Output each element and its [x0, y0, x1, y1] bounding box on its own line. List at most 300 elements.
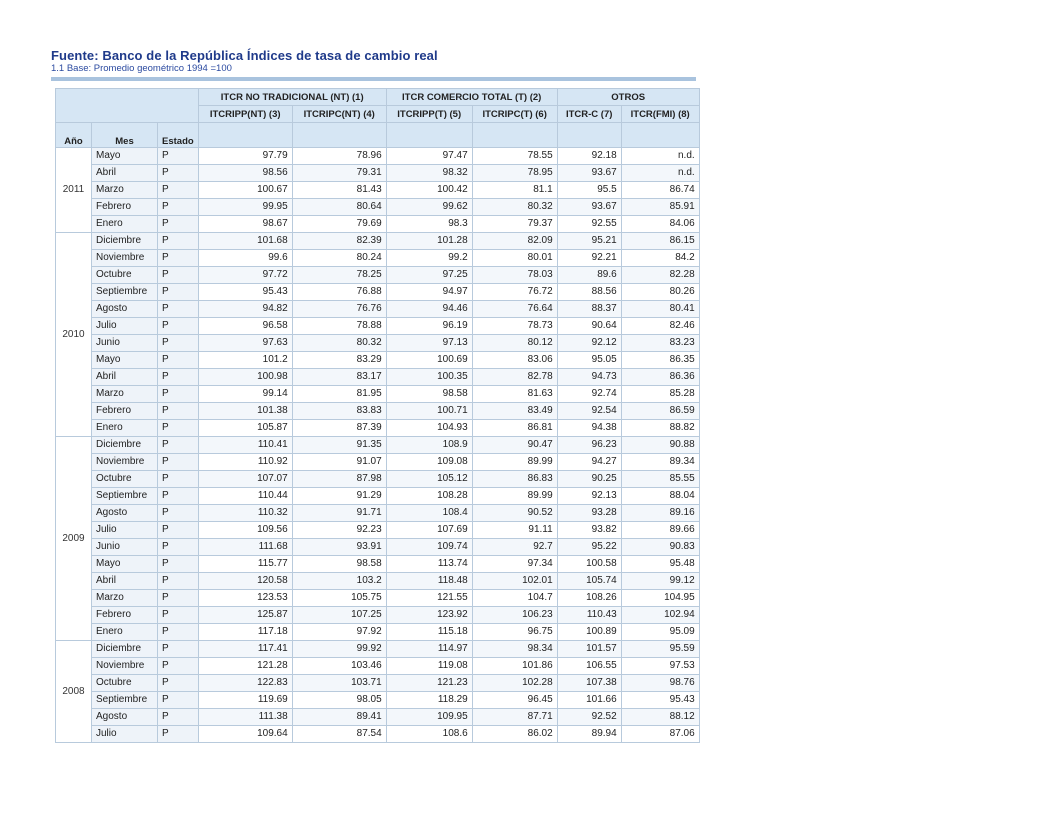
report-header	[51, 48, 696, 81]
month-cell: Abril	[92, 573, 158, 590]
value-cell: 98.05	[292, 692, 386, 709]
status-cell: P	[158, 165, 199, 182]
value-cell: 85.91	[621, 199, 699, 216]
month-cell: Agosto	[92, 505, 158, 522]
month-cell: Julio	[92, 318, 158, 335]
column-header: ITCR-C (7)	[557, 106, 621, 123]
value-cell: 110.92	[198, 454, 292, 471]
value-cell: 108.26	[557, 590, 621, 607]
value-cell: 87.54	[292, 726, 386, 743]
value-cell: 99.12	[621, 573, 699, 590]
status-cell: P	[158, 284, 199, 301]
month-cell: Septiembre	[92, 488, 158, 505]
value-cell: 98.58	[292, 556, 386, 573]
value-cell: 101.66	[557, 692, 621, 709]
value-cell: 78.95	[472, 165, 557, 182]
value-cell: 100.67	[198, 182, 292, 199]
value-cell: 86.74	[621, 182, 699, 199]
value-cell: 80.32	[292, 335, 386, 352]
month-cell: Enero	[92, 216, 158, 233]
value-cell: 109.64	[198, 726, 292, 743]
table-row	[56, 675, 700, 692]
value-cell: 93.91	[292, 539, 386, 556]
status-cell: P	[158, 471, 199, 488]
month-cell: Marzo	[92, 182, 158, 199]
status-cell: P	[158, 301, 199, 318]
value-cell: 109.08	[386, 454, 472, 471]
value-cell: 111.38	[198, 709, 292, 726]
value-cell: 99.95	[198, 199, 292, 216]
value-cell: 91.11	[472, 522, 557, 539]
table-row	[56, 607, 700, 624]
status-cell: P	[158, 709, 199, 726]
table-row	[56, 658, 700, 675]
year-column-header: Año	[56, 123, 92, 148]
value-cell: 125.87	[198, 607, 292, 624]
table-row	[56, 318, 700, 335]
month-cell: Enero	[92, 624, 158, 641]
status-cell: P	[158, 607, 199, 624]
month-cell: Septiembre	[92, 692, 158, 709]
value-cell: 100.71	[386, 403, 472, 420]
value-cell: 82.39	[292, 233, 386, 250]
value-cell: 83.49	[472, 403, 557, 420]
value-cell: 80.41	[621, 301, 699, 318]
header-spacer	[198, 123, 292, 148]
value-cell: 94.27	[557, 454, 621, 471]
value-cell: 86.35	[621, 352, 699, 369]
value-cell: 82.78	[472, 369, 557, 386]
value-cell: 119.08	[386, 658, 472, 675]
value-cell: 91.07	[292, 454, 386, 471]
table-row	[56, 573, 700, 590]
value-cell: 76.76	[292, 301, 386, 318]
header-spacer	[386, 123, 472, 148]
value-cell: 78.73	[472, 318, 557, 335]
header-spacer	[557, 123, 621, 148]
value-cell: 97.63	[198, 335, 292, 352]
value-cell: 108.28	[386, 488, 472, 505]
status-cell: P	[158, 488, 199, 505]
value-cell: 97.53	[621, 658, 699, 675]
table-row	[56, 488, 700, 505]
month-cell: Octubre	[92, 471, 158, 488]
month-cell: Enero	[92, 420, 158, 437]
value-cell: 103.46	[292, 658, 386, 675]
status-cell: P	[158, 505, 199, 522]
value-cell: 98.67	[198, 216, 292, 233]
value-cell: 100.69	[386, 352, 472, 369]
value-cell: 109.74	[386, 539, 472, 556]
value-cell: 81.43	[292, 182, 386, 199]
month-cell: Octubre	[92, 675, 158, 692]
year-cell: 2009	[56, 437, 92, 641]
value-cell: 92.13	[557, 488, 621, 505]
table-row	[56, 454, 700, 471]
value-cell: 100.42	[386, 182, 472, 199]
value-cell: 88.12	[621, 709, 699, 726]
status-cell: P	[158, 454, 199, 471]
status-cell: P	[158, 420, 199, 437]
value-cell: 81.1	[472, 182, 557, 199]
value-cell: 88.37	[557, 301, 621, 318]
value-cell: 89.16	[621, 505, 699, 522]
value-cell: 92.55	[557, 216, 621, 233]
year-cell: 2011	[56, 148, 92, 233]
value-cell: 109.56	[198, 522, 292, 539]
table-row	[56, 505, 700, 522]
status-cell: P	[158, 233, 199, 250]
value-cell: 80.64	[292, 199, 386, 216]
value-cell: 106.23	[472, 607, 557, 624]
value-cell: 89.34	[621, 454, 699, 471]
table-row	[56, 522, 700, 539]
value-cell: 85.28	[621, 386, 699, 403]
value-cell: 83.23	[621, 335, 699, 352]
month-cell: Noviembre	[92, 250, 158, 267]
value-cell: 78.55	[472, 148, 557, 165]
value-cell: 91.71	[292, 505, 386, 522]
value-cell: 80.01	[472, 250, 557, 267]
value-cell: 96.19	[386, 318, 472, 335]
column-header: ITCRIPP(NT) (3)	[198, 106, 292, 123]
month-cell: Diciembre	[92, 641, 158, 658]
value-cell: 104.95	[621, 590, 699, 607]
value-cell: n.d.	[621, 148, 699, 165]
page-title: Fuente: Banco de la República Índices de tasa de cambio real	[51, 48, 438, 63]
value-cell: 99.62	[386, 199, 472, 216]
value-cell: 120.58	[198, 573, 292, 590]
value-cell: 79.69	[292, 216, 386, 233]
value-cell: 105.87	[198, 420, 292, 437]
table-row	[56, 233, 700, 250]
value-cell: 86.15	[621, 233, 699, 250]
value-cell: 118.29	[386, 692, 472, 709]
value-cell: 78.03	[472, 267, 557, 284]
month-cell: Diciembre	[92, 437, 158, 454]
month-cell: Agosto	[92, 301, 158, 318]
value-cell: 95.05	[557, 352, 621, 369]
value-cell: 101.57	[557, 641, 621, 658]
value-cell: 111.68	[198, 539, 292, 556]
status-cell: P	[158, 539, 199, 556]
month-cell: Mayo	[92, 556, 158, 573]
value-cell: 121.23	[386, 675, 472, 692]
value-cell: 79.31	[292, 165, 386, 182]
value-cell: 87.98	[292, 471, 386, 488]
value-cell: 92.54	[557, 403, 621, 420]
value-cell: 99.6	[198, 250, 292, 267]
value-cell: 102.01	[472, 573, 557, 590]
value-cell: 86.83	[472, 471, 557, 488]
month-cell: Octubre	[92, 267, 158, 284]
month-cell: Febrero	[92, 403, 158, 420]
value-cell: 90.83	[621, 539, 699, 556]
value-cell: 81.63	[472, 386, 557, 403]
value-cell: 97.13	[386, 335, 472, 352]
value-cell: 98.58	[386, 386, 472, 403]
value-cell: 87.06	[621, 726, 699, 743]
value-cell: 87.39	[292, 420, 386, 437]
value-cell: 101.68	[198, 233, 292, 250]
status-cell: P	[158, 267, 199, 284]
status-cell: P	[158, 403, 199, 420]
value-cell: 103.71	[292, 675, 386, 692]
value-cell: 92.7	[472, 539, 557, 556]
value-cell: 98.76	[621, 675, 699, 692]
table-row	[56, 709, 700, 726]
value-cell: 78.25	[292, 267, 386, 284]
value-cell: 76.88	[292, 284, 386, 301]
value-cell: 101.38	[198, 403, 292, 420]
value-cell: 95.59	[621, 641, 699, 658]
value-cell: 82.28	[621, 267, 699, 284]
year-cell: 2008	[56, 641, 92, 743]
value-cell: 98.3	[386, 216, 472, 233]
value-cell: 88.82	[621, 420, 699, 437]
month-cell: Julio	[92, 522, 158, 539]
table-row	[56, 726, 700, 743]
month-cell: Marzo	[92, 386, 158, 403]
value-cell: 105.12	[386, 471, 472, 488]
value-cell: 92.18	[557, 148, 621, 165]
table-row	[56, 437, 700, 454]
value-cell: 78.96	[292, 148, 386, 165]
value-cell: 108.9	[386, 437, 472, 454]
value-cell: 107.38	[557, 675, 621, 692]
value-cell: 105.74	[557, 573, 621, 590]
status-cell: P	[158, 148, 199, 165]
value-cell: 99.2	[386, 250, 472, 267]
value-cell: 115.77	[198, 556, 292, 573]
status-cell: P	[158, 624, 199, 641]
status-cell: P	[158, 182, 199, 199]
value-cell: 108.6	[386, 726, 472, 743]
table-row	[56, 148, 700, 165]
value-cell: 76.72	[472, 284, 557, 301]
value-cell: 93.67	[557, 199, 621, 216]
value-cell: 92.23	[292, 522, 386, 539]
value-cell: 98.56	[198, 165, 292, 182]
value-cell: 96.23	[557, 437, 621, 454]
value-cell: 90.52	[472, 505, 557, 522]
status-cell: P	[158, 692, 199, 709]
value-cell: 99.92	[292, 641, 386, 658]
value-cell: 107.69	[386, 522, 472, 539]
value-cell: 83.29	[292, 352, 386, 369]
value-cell: 101.28	[386, 233, 472, 250]
value-cell: 121.28	[198, 658, 292, 675]
month-cell: Agosto	[92, 709, 158, 726]
value-cell: 97.34	[472, 556, 557, 573]
value-cell: 122.83	[198, 675, 292, 692]
value-cell: 86.36	[621, 369, 699, 386]
status-cell: P	[158, 386, 199, 403]
value-cell: 95.43	[198, 284, 292, 301]
header-spacer	[292, 123, 386, 148]
value-cell: 94.46	[386, 301, 472, 318]
table-row	[56, 403, 700, 420]
value-cell: 94.82	[198, 301, 292, 318]
group-header-nt: ITCR NO TRADICIONAL (NT) (1)	[198, 89, 386, 106]
value-cell: 97.72	[198, 267, 292, 284]
value-cell: 102.94	[621, 607, 699, 624]
value-cell: 94.73	[557, 369, 621, 386]
value-cell: 89.41	[292, 709, 386, 726]
value-cell: 117.18	[198, 624, 292, 641]
page-subtitle: 1.1 Base: Promedio geométrico 1994 =100	[51, 63, 232, 74]
status-cell: P	[158, 556, 199, 573]
value-cell: 91.29	[292, 488, 386, 505]
table-row	[56, 182, 700, 199]
value-cell: 110.44	[198, 488, 292, 505]
value-cell: 95.22	[557, 539, 621, 556]
value-cell: 101.2	[198, 352, 292, 369]
group-header-otros: OTROS	[557, 89, 699, 106]
value-cell: 83.17	[292, 369, 386, 386]
value-cell: 109.95	[386, 709, 472, 726]
month-cell: Abril	[92, 369, 158, 386]
status-cell: P	[158, 658, 199, 675]
value-cell: 106.55	[557, 658, 621, 675]
value-cell: 83.06	[472, 352, 557, 369]
value-cell: 84.06	[621, 216, 699, 233]
value-cell: 87.71	[472, 709, 557, 726]
status-cell: P	[158, 216, 199, 233]
month-cell: Junio	[92, 539, 158, 556]
status-cell: P	[158, 352, 199, 369]
value-cell: 117.41	[198, 641, 292, 658]
value-cell: 103.2	[292, 573, 386, 590]
month-cell: Mayo	[92, 148, 158, 165]
month-cell: Septiembre	[92, 284, 158, 301]
table-row	[56, 352, 700, 369]
value-cell: 96.45	[472, 692, 557, 709]
table-row	[56, 386, 700, 403]
column-header: ITCR(FMI) (8)	[621, 106, 699, 123]
column-header: ITCRIPC(NT) (4)	[292, 106, 386, 123]
month-cell: Febrero	[92, 607, 158, 624]
value-cell: 86.59	[621, 403, 699, 420]
group-header-total: ITCR COMERCIO TOTAL (T) (2)	[386, 89, 557, 106]
value-cell: 121.55	[386, 590, 472, 607]
month-cell: Mayo	[92, 352, 158, 369]
value-cell: 107.07	[198, 471, 292, 488]
value-cell: 83.83	[292, 403, 386, 420]
value-cell: 91.35	[292, 437, 386, 454]
header-corner	[56, 89, 199, 123]
status-cell: P	[158, 726, 199, 743]
value-cell: 89.66	[621, 522, 699, 539]
value-cell: 95.09	[621, 624, 699, 641]
value-cell: 100.58	[557, 556, 621, 573]
table-row	[56, 641, 700, 658]
value-cell: 90.25	[557, 471, 621, 488]
value-cell: 82.09	[472, 233, 557, 250]
value-cell: 95.21	[557, 233, 621, 250]
table-row	[56, 284, 700, 301]
value-cell: 90.88	[621, 437, 699, 454]
value-cell: 97.25	[386, 267, 472, 284]
table-row	[56, 250, 700, 267]
table-row	[56, 216, 700, 233]
value-cell: 98.32	[386, 165, 472, 182]
value-cell: 105.75	[292, 590, 386, 607]
table-body	[56, 148, 700, 743]
value-cell: 95.5	[557, 182, 621, 199]
value-cell: 95.48	[621, 556, 699, 573]
value-cell: 78.88	[292, 318, 386, 335]
value-cell: 98.34	[472, 641, 557, 658]
value-cell: 104.93	[386, 420, 472, 437]
status-cell: P	[158, 250, 199, 267]
value-cell: 102.28	[472, 675, 557, 692]
value-cell: 97.79	[198, 148, 292, 165]
value-cell: 108.4	[386, 505, 472, 522]
table-row	[56, 692, 700, 709]
month-cell: Julio	[92, 726, 158, 743]
value-cell: 97.47	[386, 148, 472, 165]
header-spacer	[621, 123, 699, 148]
value-cell: 86.81	[472, 420, 557, 437]
month-cell: Diciembre	[92, 233, 158, 250]
status-cell: P	[158, 318, 199, 335]
month-cell: Noviembre	[92, 454, 158, 471]
value-cell: 80.24	[292, 250, 386, 267]
month-cell: Marzo	[92, 590, 158, 607]
value-cell: 88.04	[621, 488, 699, 505]
month-cell: Junio	[92, 335, 158, 352]
table-row	[56, 556, 700, 573]
value-cell: 93.82	[557, 522, 621, 539]
value-cell: 90.64	[557, 318, 621, 335]
value-cell: 88.56	[557, 284, 621, 301]
value-cell: 119.69	[198, 692, 292, 709]
value-cell: 90.47	[472, 437, 557, 454]
value-cell: 89.94	[557, 726, 621, 743]
status-cell: P	[158, 573, 199, 590]
table-row	[56, 420, 700, 437]
table-row	[56, 301, 700, 318]
table-row	[56, 199, 700, 216]
value-cell: 92.74	[557, 386, 621, 403]
table-row	[56, 624, 700, 641]
table-row	[56, 590, 700, 607]
value-cell: 96.75	[472, 624, 557, 641]
status-column-header: Estado	[158, 123, 199, 148]
value-cell: 92.12	[557, 335, 621, 352]
status-cell: P	[158, 437, 199, 454]
table-row	[56, 165, 700, 182]
value-cell: 92.21	[557, 250, 621, 267]
column-header: ITCRIPP(T) (5)	[386, 106, 472, 123]
value-cell: 93.67	[557, 165, 621, 182]
value-cell: n.d.	[621, 165, 699, 182]
value-cell: 89.99	[472, 454, 557, 471]
value-cell: 95.43	[621, 692, 699, 709]
month-column-header: Mes	[92, 123, 158, 148]
status-cell: P	[158, 522, 199, 539]
value-cell: 100.89	[557, 624, 621, 641]
value-cell: 94.97	[386, 284, 472, 301]
value-cell: 86.02	[472, 726, 557, 743]
exchange-rate-table	[55, 88, 700, 743]
value-cell: 100.98	[198, 369, 292, 386]
value-cell: 107.25	[292, 607, 386, 624]
value-cell: 79.37	[472, 216, 557, 233]
header-divider	[51, 77, 696, 81]
month-cell: Febrero	[92, 199, 158, 216]
